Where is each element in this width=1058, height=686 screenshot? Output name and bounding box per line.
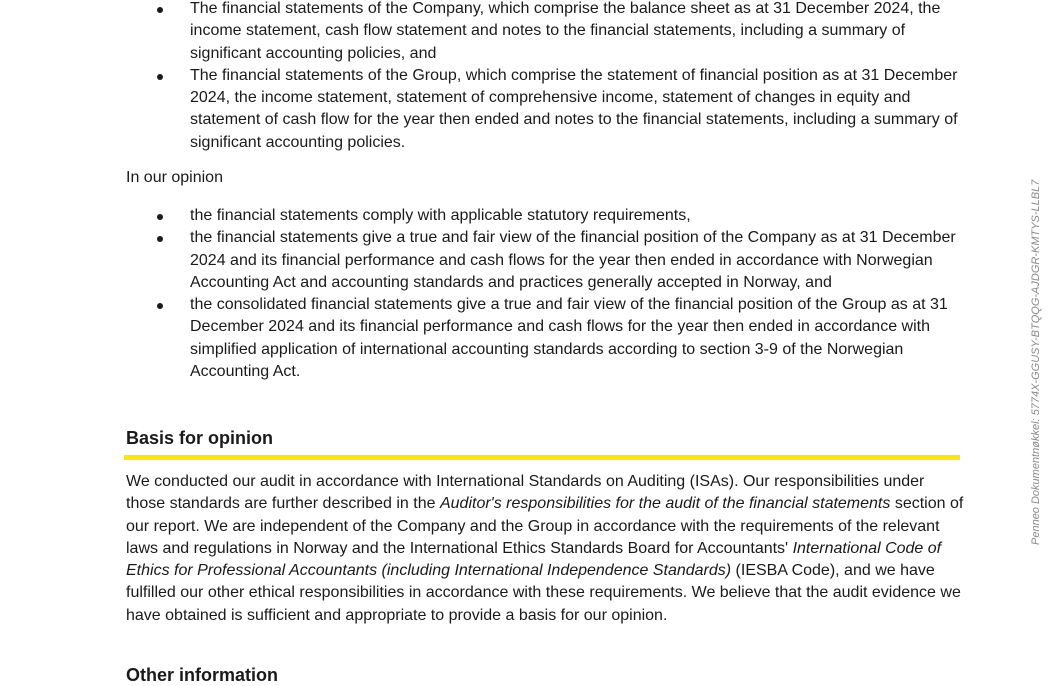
list-item: the financial statements give a true and fair view of the financial position of the Company as at 31 December 2024 and its financial performance and cash flows for the year then ended in accordance with Norwegian Accounting Act and accounting standards and practices generally accepted in Norway, and <box>126 227 961 294</box>
list-item: The financial statements of the Company, which comprise the balance sheet as at 31 December 2024, the income statement, cash flow statement and notes to the financial statements, including a summary of significant accounting policies, and <box>126 0 961 65</box>
heading-rule <box>124 455 960 460</box>
auditor-responsibilities-ref: Auditor's responsibilities for the audit of the financial statements <box>439 495 891 513</box>
opinion-intro: In our opinion <box>126 169 223 186</box>
bullet-icon <box>157 214 163 220</box>
basis-heading: Basis for opinion <box>126 428 274 448</box>
penneo-watermark: Penneo Dokumentnøkkel: 5774X-GGUSY-BTQQG-AJDGR-KMTYS-LLBL7 <box>1030 179 1042 545</box>
list-item: the consolidated financial statements give a true and fair view of the financial position of the Group as at 31 December 2024 and its financial performance and cash flows for the year then ended in accordance with simplified application of international accounting standards according to section 3-9 of the Norwegian Accounting Act. <box>126 294 961 383</box>
financial-statements-list <box>126 0 961 154</box>
list-item: The financial statements of the Group, which comprise the statement of financial position as at 31 December 2024, the income statement, statement of comprehensive income, statement of changes in equity and statement of cash flow for the year then ended and notes to the financial statements, including a summary of significant accounting policies. <box>126 65 961 154</box>
bullet-icon <box>157 7 163 13</box>
basis-paragraph: We conducted our audit in accordance with International Standards on Auditing (ISAs). Our responsibilities under those standards are further described in the Auditor's responsibilities for the audit of the financial statements section of our report. We are independent of the Company and the Group in accordance with the requirements of the relevant laws and regulations in Norway and the International Ethics Standards Board for Accountants' International Code of Ethics for Professional Accountants (including International Independence Standards) (IESBA Code), and we have fulfilled our other ethical responsibilities in accordance with these requirements. We believe that the audit evidence we have obtained is sufficient and appropriate to provide a basis for our opinion. <box>126 473 964 624</box>
list-item: the financial statements comply with applicable statutory requirements, <box>126 205 961 227</box>
other-information-heading: Other information <box>126 665 278 685</box>
opinion-list <box>126 205 961 383</box>
iesba-code-ref: International Code of Ethics for Professional Accountants (including International Independence Standards) <box>126 539 942 580</box>
bullet-icon <box>157 303 163 309</box>
bullet-icon <box>157 74 163 80</box>
bullet-icon <box>157 236 163 242</box>
